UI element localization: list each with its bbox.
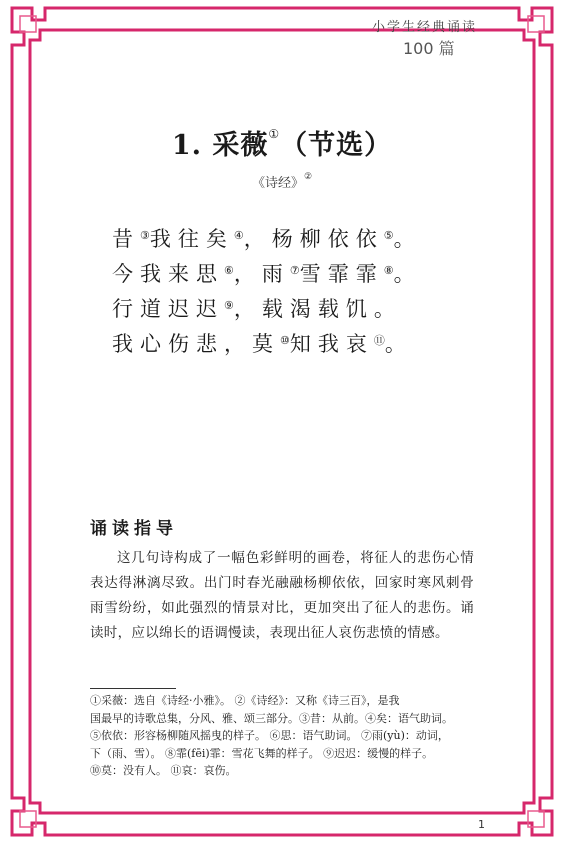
page-number: 1 bbox=[478, 818, 485, 831]
poem-title bbox=[0, 123, 564, 162]
footnote-mark: ⑤ bbox=[383, 229, 394, 242]
footnote-mark: ⑩ bbox=[280, 334, 290, 347]
poem-line bbox=[112, 222, 422, 257]
poem-text: 。 bbox=[393, 227, 422, 251]
poem-text: 今我来思 bbox=[112, 262, 224, 286]
poem-line bbox=[112, 257, 422, 292]
footnote-line: 国最早的诗歌总集，分风、雅、颂三部分。③昔：从前。④矣：语气助词。 bbox=[90, 711, 453, 725]
reading-guide-paragraph: 这几句诗构成了一幅色彩鲜明的画卷，将征人的悲伤心情表达得淋漓尽致。出门时春光融融杨柳依依，回家时寒风刺骨雨雪纷纷，如此强烈的情景对比，更加突出了征人的悲伤。诵读时，应以绵长的语调慢读，表现出征人哀伤悲愤的情感。 bbox=[90, 550, 474, 641]
footnote-mark: ③ bbox=[140, 229, 150, 242]
poem-text: 。 bbox=[384, 332, 413, 356]
poem-title-text: 1. 采薇 bbox=[171, 130, 269, 161]
poem-text: ，雨 bbox=[233, 262, 290, 286]
source-footnote-mark: ② bbox=[303, 172, 313, 182]
footnote-line: ⑤依依：形容杨柳随风摇曳的样子。 ⑥思：语气助词。 ⑦雨(yù)：动词， bbox=[90, 729, 449, 742]
poem-line bbox=[112, 327, 422, 362]
volume-label: 100 篇 bbox=[403, 39, 455, 58]
poem-text: 我心伤悲，莫 bbox=[112, 332, 280, 356]
poem-text: 我往矣 bbox=[149, 227, 234, 251]
poem-body bbox=[112, 222, 422, 362]
footnotes bbox=[90, 692, 490, 780]
source-text: 《诗经》 bbox=[251, 176, 304, 191]
footnote-divider bbox=[90, 688, 176, 689]
poem-text: 知我哀 bbox=[289, 332, 374, 356]
poem-source bbox=[0, 172, 564, 191]
footnote-mark: ⑪ bbox=[373, 334, 385, 347]
footnote-mark: ④ bbox=[233, 229, 244, 242]
footnote-line: ⑩莫：没有人。 ⑪哀：哀伤。 bbox=[90, 764, 237, 777]
excerpt-mark: （节选） bbox=[280, 130, 393, 161]
footnote-line: 下（雨、雪）。 ⑧霏(fēi)霏：雪花飞舞的样子。 ⑨迟迟：缓慢的样子。 bbox=[90, 746, 434, 760]
poem-text: 昔 bbox=[112, 227, 140, 251]
reading-guide-text bbox=[90, 546, 474, 646]
footnote-line: ①采薇：选自《诗经·小雅》。 ②《诗经》：又称《诗三百》，是我 bbox=[90, 694, 400, 707]
reading-guide-heading: 诵读指导 bbox=[90, 519, 178, 539]
poem-text: 行道迟迟 bbox=[112, 297, 224, 321]
poem-text: ，载渴载饥。 bbox=[233, 297, 402, 321]
footnote-mark: ⑨ bbox=[224, 299, 234, 312]
footnote-mark: ⑥ bbox=[224, 264, 234, 277]
title-footnote-mark: ① bbox=[268, 127, 281, 141]
footnote-mark: ⑦ bbox=[289, 264, 300, 277]
series-title: 小学生经典诵读 bbox=[372, 20, 478, 35]
poem-text: 。 bbox=[393, 262, 422, 286]
footnote-mark: ⑧ bbox=[383, 264, 394, 277]
poem-text: 雪霏霏 bbox=[299, 262, 384, 286]
poem-text: ，杨柳依依 bbox=[243, 227, 384, 251]
poem-line bbox=[112, 292, 422, 327]
